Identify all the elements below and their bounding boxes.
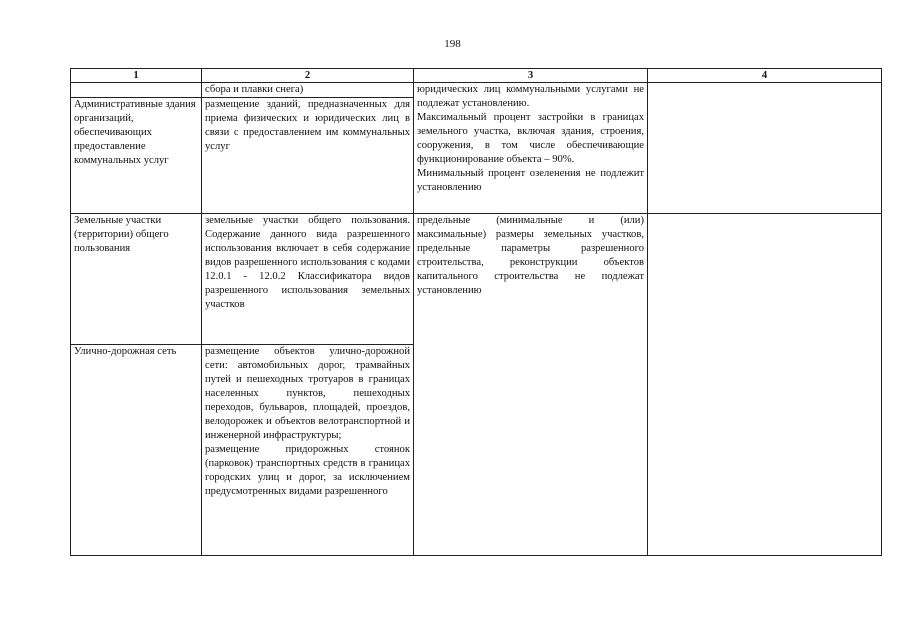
page-number: 198: [444, 38, 461, 50]
column-header-4: 4: [648, 69, 882, 83]
cell-description-admin: размещение зданий, предназначенных для приема физических и юридических лиц в связи с предоставлением им коммунальных услуг: [202, 98, 414, 214]
column-header-1: 1: [71, 69, 202, 83]
cell-use-type-admin: Административные здания организаций, обеспечивающих предоставление коммунальных услуг: [71, 98, 202, 214]
description-paragraph: размещение объектов улично-дорожной сети: автомобильных дорог, трамвайных путей и пешеходных тротуаров в границах населенных пунктов, пешеходных переходов, бульваров, площадей, проездов, велодорожек и объектов велотранспортной и инженерной инфраструктуры;: [205, 346, 410, 441]
cell-continuation-description: сбора и плавки снега): [202, 83, 414, 98]
cell-parameters-utilities: [414, 83, 648, 214]
cell-use-type-road: Улично-дорожная сеть: [71, 345, 202, 556]
parameters-paragraph: Максимальный процент застройки в границах земельного участка, включая здания, строения, сооружения, в том числе обеспечивающие функционирование объекта – 90%.: [417, 112, 644, 165]
cell-description-road: [202, 345, 414, 556]
table-header-row: [71, 69, 882, 83]
table-row-land: [71, 214, 882, 345]
table-row-continuation: [71, 83, 882, 98]
cell-description-land: земельные участки общего пользования. Содержание данного вида разрешенного использования включает в себя содержание видов разрешенного использования с кодами 12.0.1 - 12.0.2 Классификатора видов разрешенного использования земельных участков: [202, 214, 414, 345]
cell-parameters-land: предельные (минимальные и (или) максимальные) размеры земельных участков, предельные параметры разрешенного строительства, реконструкции объектов капитального строительства не подлежат установлению: [414, 214, 648, 556]
cell-use-type-land: Земельные участки (территории) общего пользования: [71, 214, 202, 345]
description-paragraph: размещение придорожных стоянок (парковок) транспортных средств в границах городских улиц и дорог, за исключением предусмотренных видами разрешенного: [205, 444, 410, 497]
cell-col4-land: [648, 214, 882, 556]
column-header-2: 2: [202, 69, 414, 83]
parameters-paragraph: Минимальный процент озеленения не подлежит установлению: [417, 168, 644, 193]
cell-empty: [71, 83, 202, 98]
parameters-paragraph: юридических лиц коммунальными услугами не подлежат установлению.: [417, 84, 644, 109]
cell-col4-utilities: [648, 83, 882, 214]
regulations-table: [70, 68, 882, 556]
column-header-3: 3: [414, 69, 648, 83]
